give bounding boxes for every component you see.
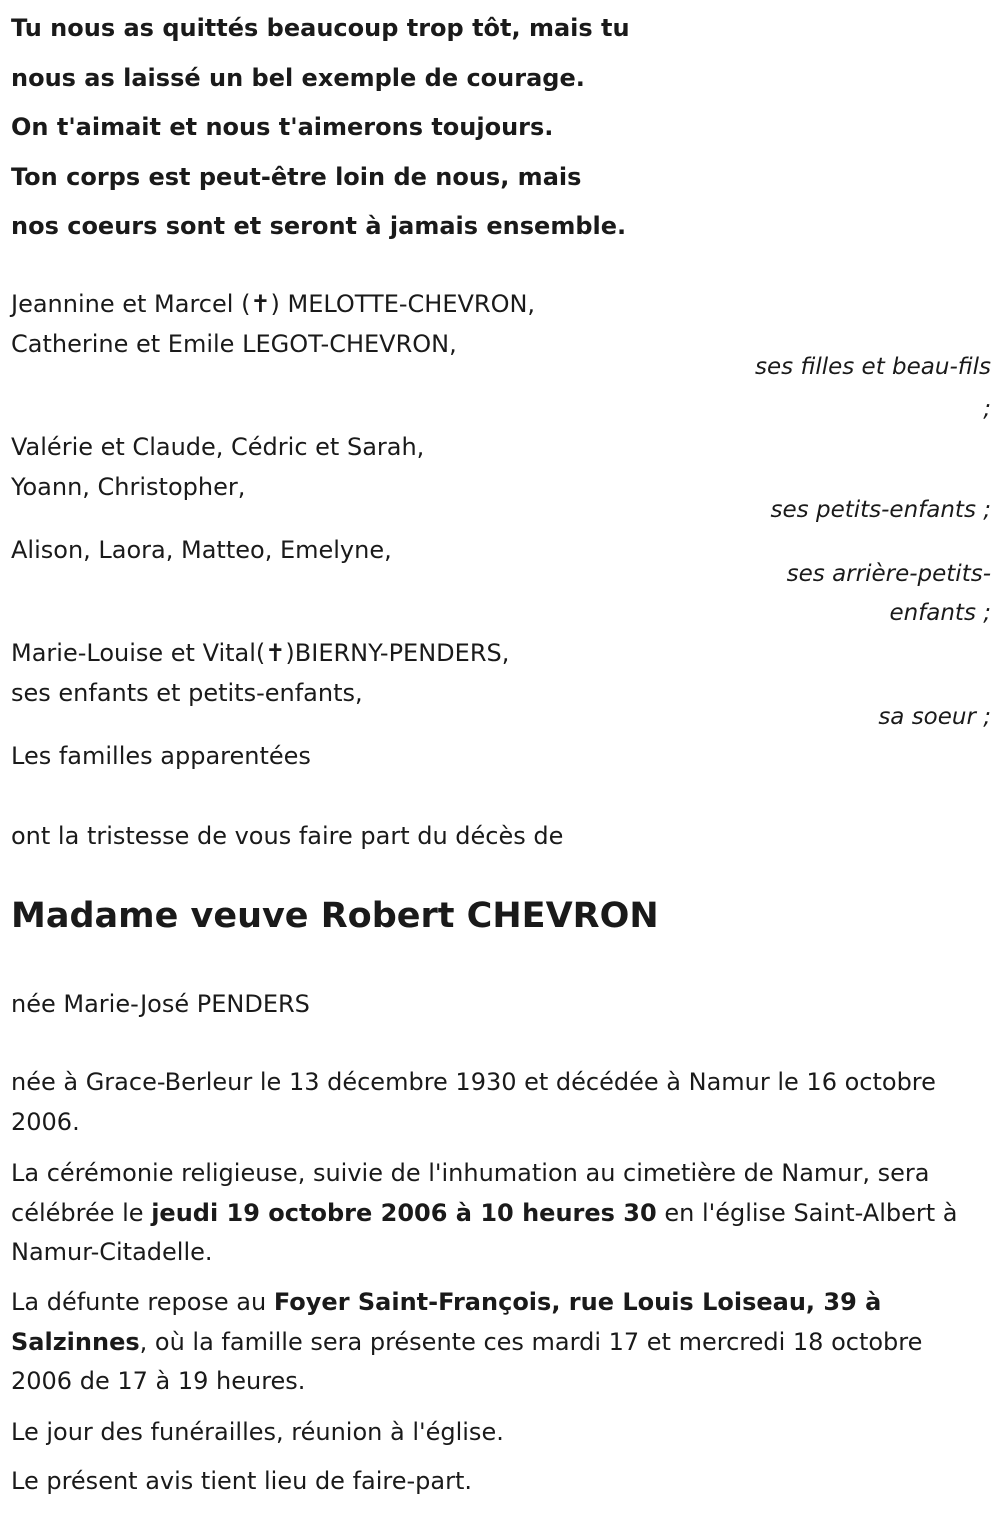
memorial-poem xyxy=(11,4,630,252)
daughters-name-2: Catherine et Emile LEGOT-CHEVRON, xyxy=(11,330,457,358)
ceremony-date: jeudi 19 octobre 2006 à 10 heures 30 xyxy=(151,1198,657,1227)
great-grandchildren-names: Alison, Laora, Matteo, Emelyne, xyxy=(11,536,392,564)
poem-line: nous as laissé un bel exemple de courage. xyxy=(11,63,585,92)
repose-info xyxy=(11,1283,986,1402)
grandchildren-relation: ses petits-enfants ; xyxy=(770,497,991,523)
funeral-day-info: Le jour des funérailles, réunion à l'église. xyxy=(11,1418,504,1446)
repose-visiting-hours: , où la famille sera présente ces mardi 17 et mercredi 18 octobre 2006 de 17 à 19 heures. xyxy=(11,1327,923,1395)
related-families: Les familles apparentées xyxy=(11,742,311,770)
repose-location: Foyer Saint-François, rue Louis Loiseau, 39 à Salzinnes xyxy=(11,1288,882,1356)
sister-relation: sa soeur ; xyxy=(878,704,991,730)
daughters-relation: ses filles et beau-fils xyxy=(755,354,991,380)
repose-text: La défunte repose au xyxy=(11,1288,274,1316)
grandchildren-name-1: Valérie et Claude, Cédric et Sarah, xyxy=(11,433,425,461)
deceased-name: Madame veuve Robert CHEVRON xyxy=(11,896,659,936)
announcement: ont la tristesse de vous faire part du décès de xyxy=(11,822,564,850)
sister-name-2: ses enfants et petits-enfants, xyxy=(11,679,363,707)
poem-line: Tu nous as quittés beaucoup trop tôt, mais tu xyxy=(11,14,630,42)
birth-death-info: née à Grace-Berleur le 13 décembre 1930 et décédée à Namur le 16 octobre 2006. xyxy=(11,1068,936,1136)
sister-name-1: Marie-Louise et Vital(✝)BIERNY-PENDERS, xyxy=(11,639,510,667)
ceremony-text: La cérémonie religieuse, suivie de l'inhumation au cimetière de Namur, sera célébrée le xyxy=(11,1159,930,1227)
notice: Le présent avis tient lieu de faire-part. xyxy=(11,1467,473,1495)
poem-line: nos coeurs sont et seront à jamais ensemble. xyxy=(11,212,627,240)
great-grandchildren-relation: ses arrière-petits- xyxy=(786,561,991,587)
poem-line: On t'aimait et nous t'aimerons toujours. xyxy=(11,113,554,141)
maiden-name: née Marie-José PENDERS xyxy=(11,990,310,1018)
ceremony-location: en l'église Saint-Albert à Namur-Citadelle. xyxy=(11,1198,958,1266)
grandchildren-name-2: Yoann, Christopher, xyxy=(11,473,246,501)
poem-line: Ton corps est peut-être loin de nous, mais xyxy=(11,162,582,191)
daughters-name-1: Jeannine et Marcel (✝) MELOTTE-CHEVRON, xyxy=(11,290,536,318)
great-grandchildren-relation-2: enfants ; xyxy=(889,600,991,626)
ceremony-info xyxy=(11,1154,986,1273)
daughters-relation-semicolon: ; xyxy=(983,396,991,422)
